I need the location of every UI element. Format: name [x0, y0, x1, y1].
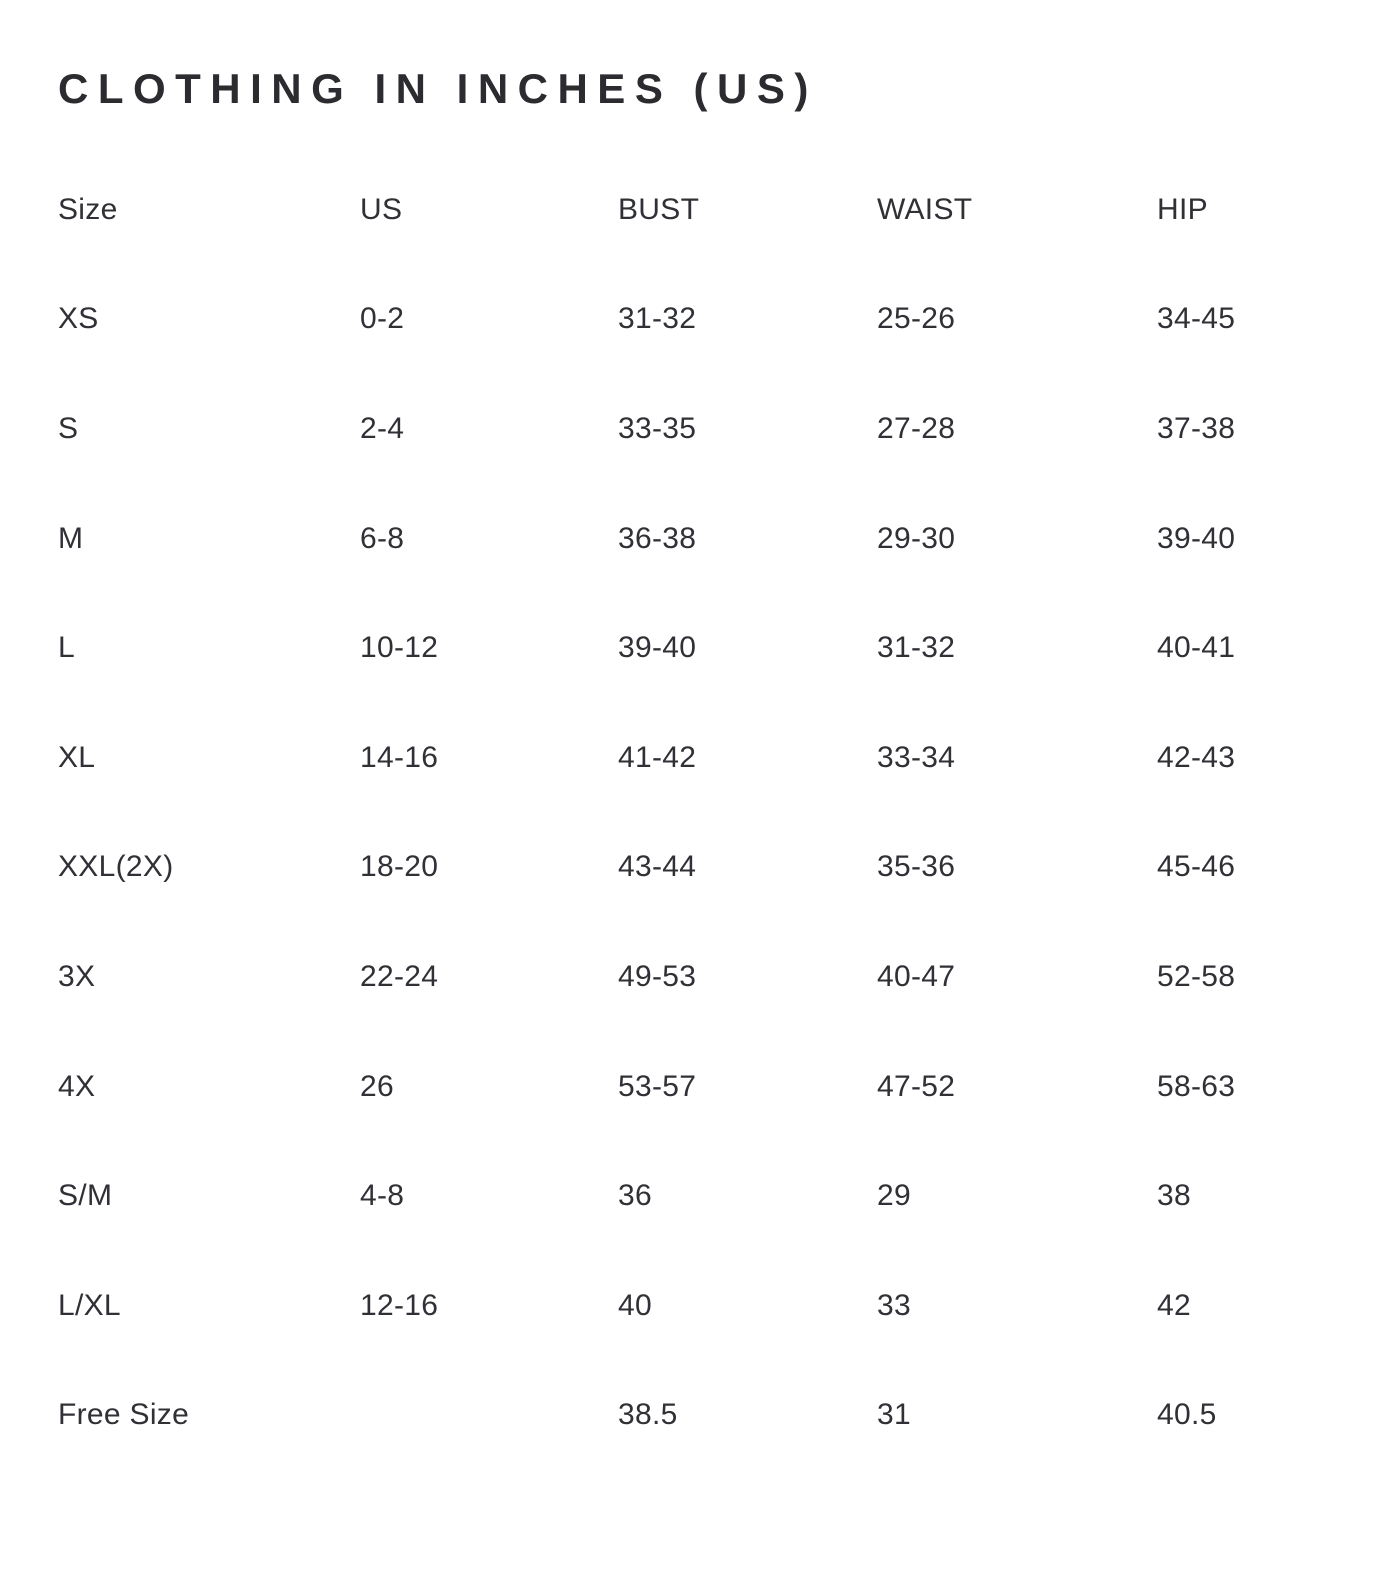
size-label-cell: S	[58, 411, 79, 445]
size-table	[58, 155, 1358, 1470]
table-row	[58, 1032, 1358, 1142]
table-cell: 43-44	[618, 850, 697, 884]
table-cell: 42-43	[1157, 740, 1236, 774]
table-row	[58, 703, 1358, 813]
table-row	[58, 374, 1358, 484]
table-cell: 6-8	[360, 521, 405, 555]
table-row	[58, 265, 1358, 375]
column-header-hip: HIP	[1157, 192, 1208, 226]
table-row	[58, 1361, 1358, 1471]
table-cell: 0-2	[360, 302, 405, 336]
size-label-cell: S/M	[58, 1179, 113, 1213]
table-cell: 33	[877, 1288, 911, 1322]
table-cell: 53-57	[618, 1069, 697, 1103]
table-header-row	[58, 155, 1358, 265]
table-cell: 35-36	[877, 850, 956, 884]
table-row	[58, 593, 1358, 703]
table-cell: 25-26	[877, 302, 956, 336]
table-cell: 41-42	[618, 740, 697, 774]
table-cell: 10-12	[360, 631, 439, 665]
table-cell: 40-41	[1157, 631, 1236, 665]
column-header-waist: WAIST	[877, 192, 973, 226]
table-cell: 47-52	[877, 1069, 956, 1103]
table-cell: 52-58	[1157, 959, 1236, 993]
column-header-size: Size	[58, 192, 118, 226]
table-cell: 33-35	[618, 411, 697, 445]
table-cell: 2-4	[360, 411, 405, 445]
size-label-cell: 4X	[58, 1069, 96, 1103]
table-row	[58, 484, 1358, 594]
column-header-us: US	[360, 192, 403, 226]
table-cell: 18-20	[360, 850, 439, 884]
table-cell: 45-46	[1157, 850, 1236, 884]
table-cell: 14-16	[360, 740, 439, 774]
table-cell: 31-32	[877, 631, 956, 665]
size-label-cell: M	[58, 521, 84, 555]
table-cell: 4-8	[360, 1179, 405, 1213]
column-header-bust: BUST	[618, 192, 700, 226]
table-cell: 38	[1157, 1179, 1191, 1213]
table-row	[58, 813, 1358, 923]
size-label-cell: XL	[58, 740, 96, 774]
table-cell: 40-47	[877, 959, 956, 993]
table-cell: 37-38	[1157, 411, 1236, 445]
page-title: CLOTHING IN INCHES (US)	[58, 65, 818, 112]
table-cell: 36-38	[618, 521, 697, 555]
table-cell: 49-53	[618, 959, 697, 993]
table-cell: 40.5	[1157, 1398, 1217, 1432]
size-label-cell: 3X	[58, 959, 96, 993]
table-cell: 27-28	[877, 411, 956, 445]
table-cell: 58-63	[1157, 1069, 1236, 1103]
table-cell: 22-24	[360, 959, 439, 993]
table-cell: 39-40	[1157, 521, 1236, 555]
table-row	[58, 1251, 1358, 1361]
table-cell: 33-34	[877, 740, 956, 774]
table-row	[58, 922, 1358, 1032]
size-label-cell: XXL(2X)	[58, 850, 174, 884]
size-label-cell: L	[58, 631, 75, 665]
table-cell: 12-16	[360, 1288, 439, 1322]
table-cell: 36	[618, 1179, 652, 1213]
table-row	[58, 1141, 1358, 1251]
table-cell: 31-32	[618, 302, 697, 336]
size-label-cell: Free Size	[58, 1398, 190, 1432]
size-label-cell: L/XL	[58, 1288, 121, 1322]
table-cell: 26	[360, 1069, 394, 1103]
table-cell: 29-30	[877, 521, 956, 555]
table-cell: 34-45	[1157, 302, 1236, 336]
table-cell: 38.5	[618, 1398, 678, 1432]
table-cell: 31	[877, 1398, 911, 1432]
size-label-cell: XS	[58, 302, 99, 336]
table-cell: 29	[877, 1179, 911, 1213]
table-cell: 40	[618, 1288, 652, 1322]
table-cell: 42	[1157, 1288, 1191, 1322]
table-cell: 39-40	[618, 631, 697, 665]
